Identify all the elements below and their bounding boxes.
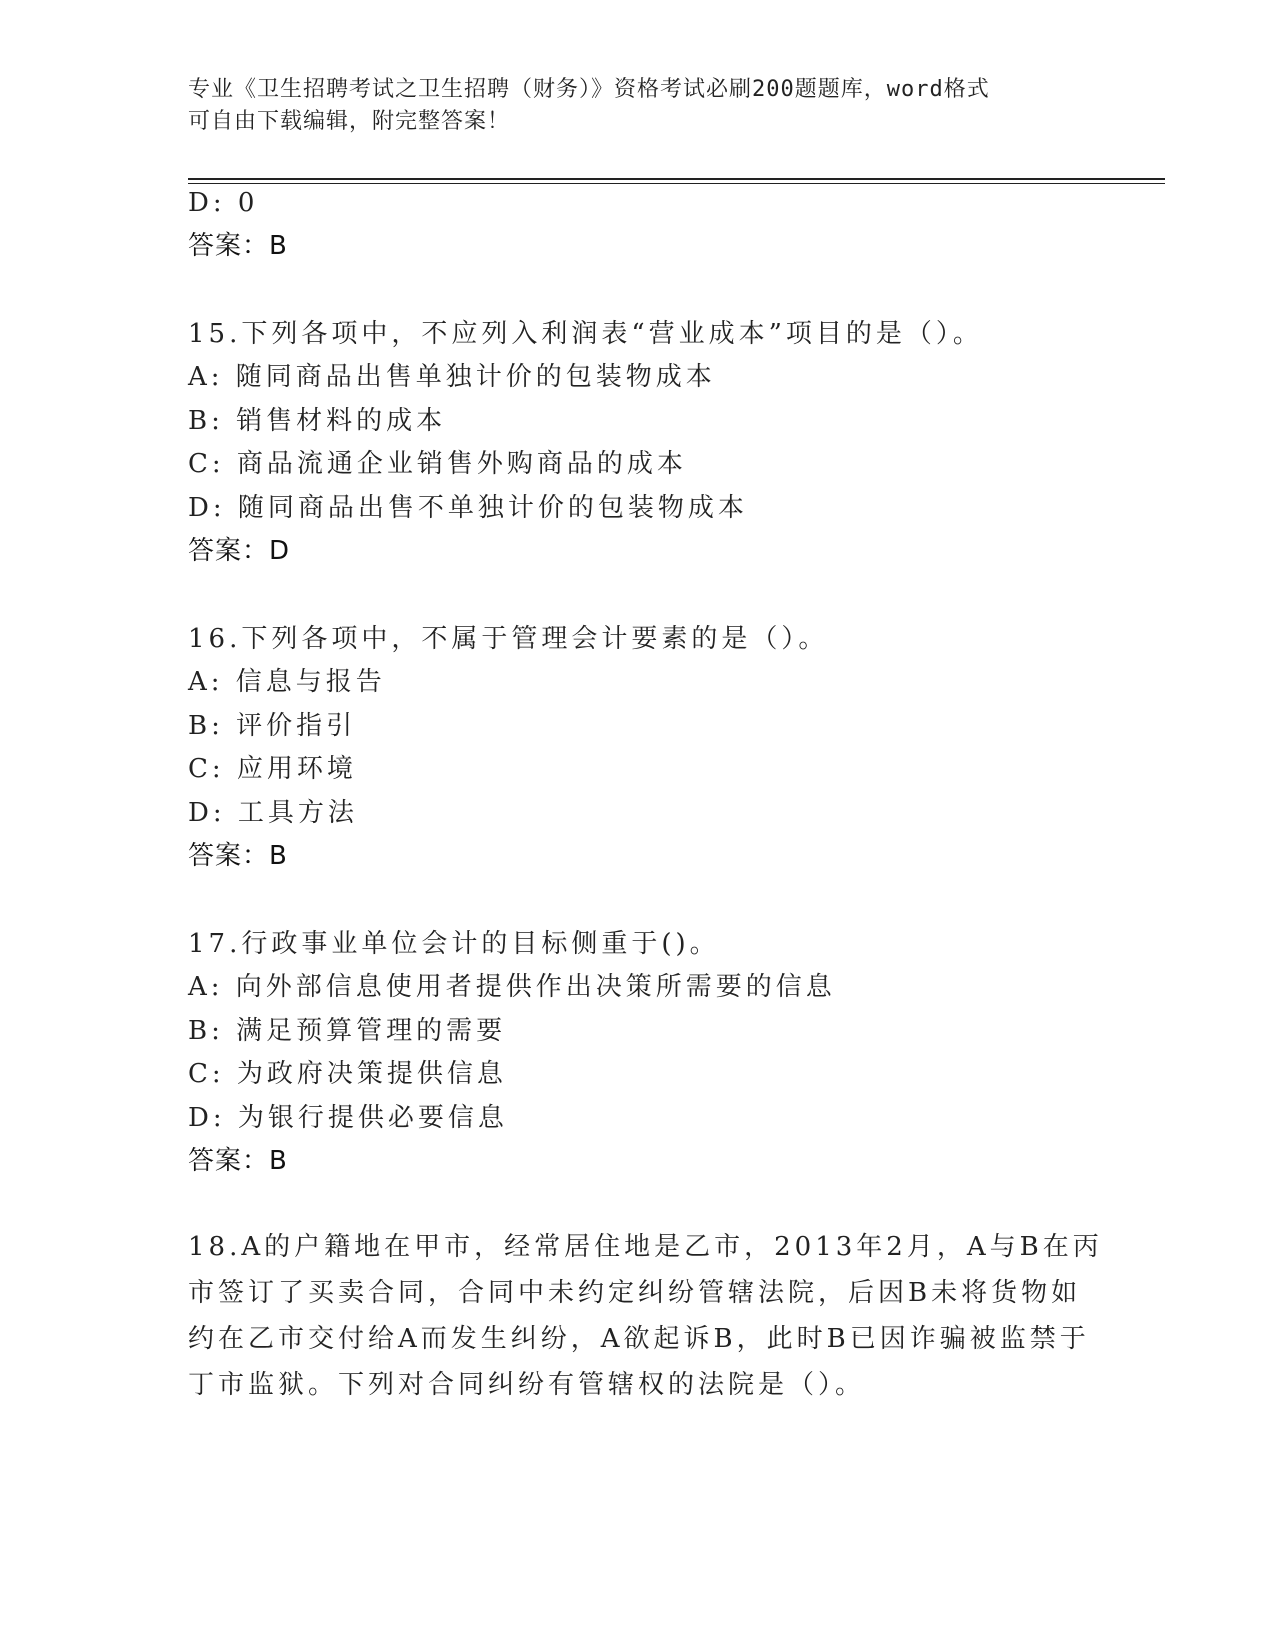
q18-stem-line-4: 丁市监狱。下列对合同纠纷有管辖权的法院是（）。 (188, 1370, 866, 1400)
header-title-line-1: 专业《卫生招聘考试之卫生招聘（财务）》资格考试必刷200题题库，word格式 (188, 77, 990, 102)
q16-option-b: B: 评价指引 (188, 711, 357, 741)
prev-option-d: D: 0 (188, 188, 259, 218)
q16-stem: 16.下列各项中，不属于管理会计要素的是（）。 (188, 624, 829, 654)
q15-option-d: D: 随同商品出售不单独计价的包装物成本 (188, 493, 748, 523)
q17-option-d: D: 为银行提供必要信息 (188, 1103, 508, 1133)
q18-stem (188, 1224, 1103, 1408)
q16-option-a: A: 信息与报告 (188, 667, 386, 697)
q16-option-c: C: 应用环境 (188, 754, 357, 784)
q18-stem-line-1: 18.A的户籍地在甲市，经常居住地是乙市，2013年2月，A与B在丙 (188, 1232, 1103, 1262)
q17-option-a: A: 向外部信息使用者提供作出决策所需要的信息 (188, 972, 836, 1002)
q17-option-b: B: 满足预算管理的需要 (188, 1016, 507, 1046)
q17-option-c: C: 为政府决策提供信息 (188, 1059, 507, 1089)
q15-option-c: C: 商品流通企业销售外购商品的成本 (188, 449, 687, 479)
document-header (188, 74, 1088, 138)
q17-stem: 17.行政事业单位会计的目标侧重于()。 (188, 929, 720, 959)
header-divider-thick (188, 178, 1165, 180)
q15-answer: 答案：D (188, 536, 291, 566)
q16-option-d: D: 工具方法 (188, 798, 358, 828)
q15-option-b: B: 销售材料的成本 (188, 406, 447, 436)
q18-stem-line-3: 约在乙市交付给A而发生纠纷，A欲起诉B，此时B已因诈骗被监禁于 (188, 1324, 1090, 1354)
q16-answer: 答案：B (188, 841, 288, 871)
q17-answer: 答案：B (188, 1146, 288, 1176)
header-divider-thin (188, 183, 1165, 184)
prev-answer: 答案：B (188, 231, 288, 261)
q15-stem: 15.下列各项中，不应列入利润表“营业成本”项目的是（）。 (188, 319, 983, 349)
q15-option-a: A: 随同商品出售单独计价的包装物成本 (188, 362, 716, 392)
q18-stem-line-2: 市签订了买卖合同，合同中未约定纠纷管辖法院，后因B未将货物如 (188, 1278, 1082, 1308)
header-title-line-2: 可自由下载编辑，附完整答案！ (188, 109, 511, 134)
